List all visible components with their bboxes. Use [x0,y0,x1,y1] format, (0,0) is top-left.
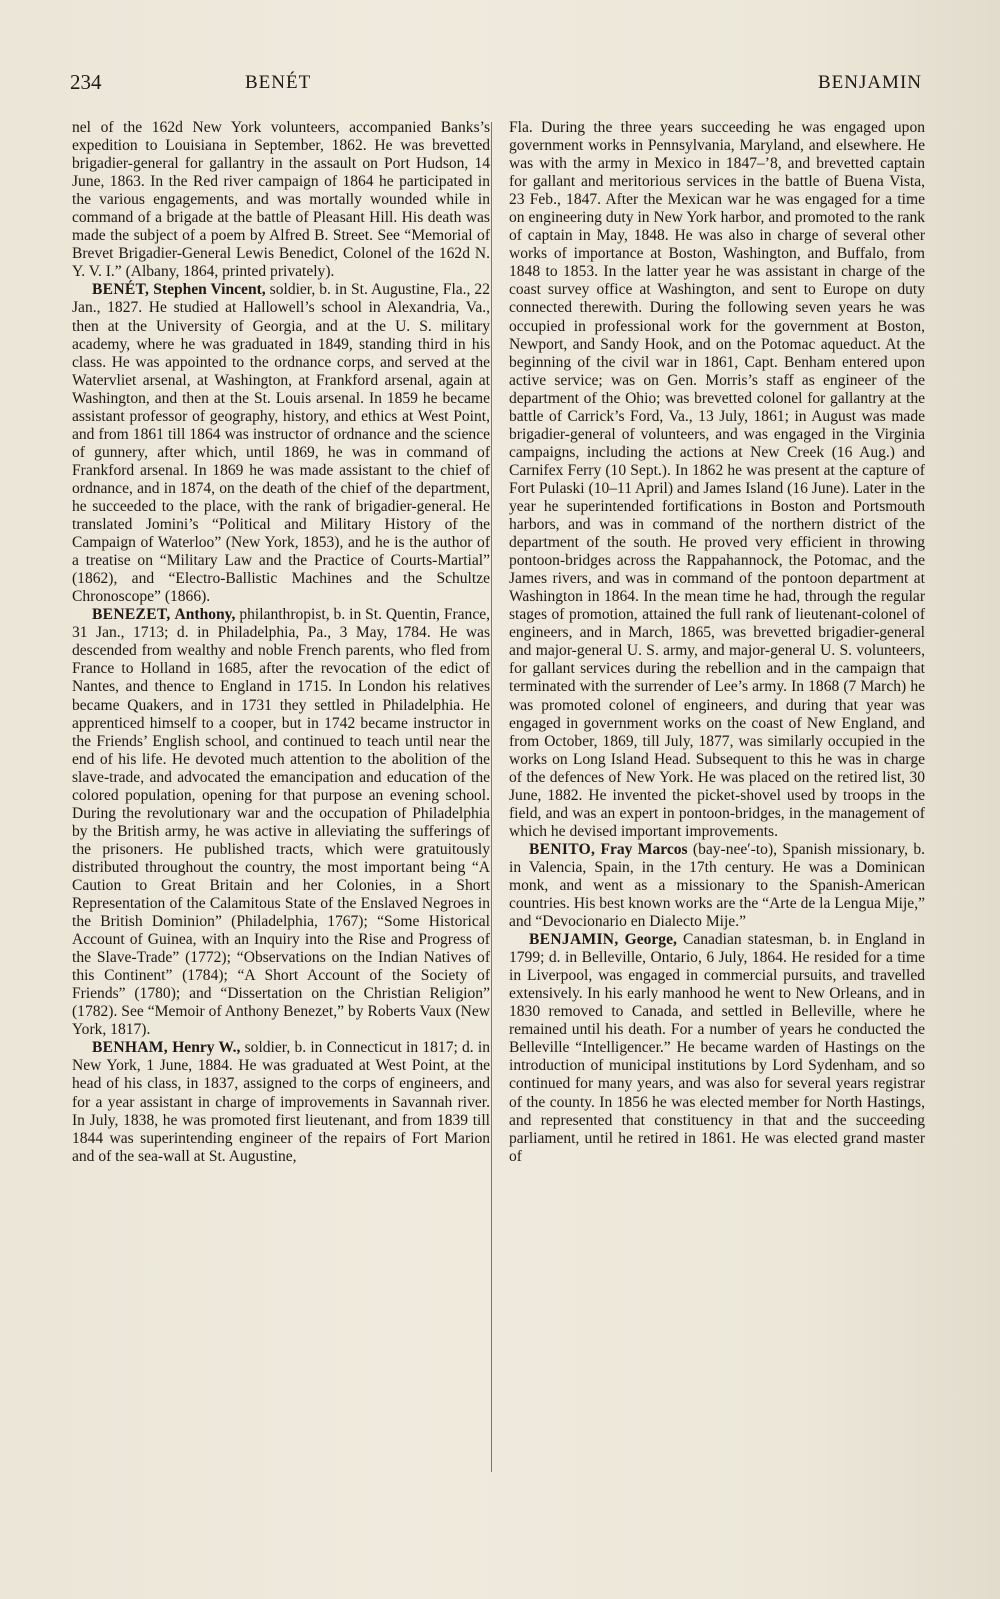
entry-text: soldier, b. in St. Augustine, Fla., 22 Jan., 1827. He studied at Hallowell’s school in Alexandria, Va., then at the University of Georgia, and at the U. S. military academy, where he was graduated in 1849, standing third in his class. He was appointed to the ordnance corps, and served at the Watervliet arsenal, at Washington, at Frankford arsenal, again at Washington, and then at the St. Louis arsenal. In 1859 he became assistant professor of geography, history, and ethics at West Point, and from 1861 till 1864 was instructor of ordnance and the science of gunnery, after which, until 1869, he was in command of Frankford arsenal. In 1869 he was made assistant to the chief of ordnance, and in 1874, on the death of the chief of the department, he succeeded to the place, with the rank of brigadier-general. He translated Jomini’s “Political and Military History of the Campaign of Waterloo” (New York, 1853), and he is the author of a treatise on “Military Law and the Practice of Courts-Martial” (1862), and “Electro-Ballistic Machines and the Schultze Chronoscope” (1866). [72,281,490,606]
entry-benham [72,1039,490,1165]
entry-headword: BENÉT, [92,281,150,299]
entry-text: philanthropist, b. in St. Quentin, France, 31 Jan., 1713; d. in Philadelphia, Pa., 3 May, 1784. He was descended from wealthy and noble French parents, who fled from France to Holland in 1685, after the revocation of the edict of Nantes, and thence to England in 1715. In London his relatives became Quakers, and in 1731 they settled in Philadelphia. He apprenticed himself to a cooper, but in 1742 became instructor in the Friends’ English school, and continued to teach until near the end of his life. He devoted much attention to the abolition of the slave-trade, and advocated the emancipation and education of the colored population, opening for that purpose an evening school. During the revolutionary war and the occupation of Philadelphia by the British army, he was active in alleviating the sufferings of the prisoners. He published tracts, which were gratuitously distributed throughout the country, the most important being “A Caution to Great Britain and her Colonies, in a Short Representation of the Calamitous State of the Enslaved Negroes in the British Dominion” (Philadelphia, 1767); “Some Historical Account of Guinea, with an Inquiry into the Rise and Progress of the Slave-Trade” (1772); “Observations on the Indian Natives of this Continent” (1784); “A Short Account of the Society of Friends” (1780); and “Dissertation on the Christian Religion” (1782). See “Memoir of Anthony Benezet,” by Roberts Vaux (New York, 1817). [72,606,491,1039]
entry-text: Canadian statesman, b. in England in 1799; d. in Belleville, Ontario, 6 July, 1864. He resided for a time in Liverpool, was engaged in commercial pursuits, and travelled extensively. In his early manhood he went to New Orleans, and in 1830 removed to Canada, and settled in Belleville, where he remained until his death. For a number of years he conducted the Belleville “Intelligencer.” He became warden of Hastings on the introduction of municipal institutions by Lord Sydenham, and so continued for many years, and was also for several years registrar of the county. In 1856 he was elected member for North Hastings, and represented that constituency in that and the succeeding parliament, until he retired in 1861. He was elected grand master of [509,931,926,1165]
entry-name: Stephen Vincent, [153,281,266,299]
right-column [509,119,925,1166]
entry-name: Henry W., [172,1039,241,1057]
entry-name: George, [624,931,677,949]
entry-headword: BENITO, [529,840,596,858]
left-column [72,119,490,1166]
continued-paragraph: nel of the 162d New York volunteers, accompanied Banks’s expedition to Louisiana in September, 1862. He was brevetted brigadier-general for gallantry in the assault on Port Hudson, 14 June, 1863. In the Red river campaign of 1864 he participated in the various engagements, and was mortally wounded while in command of a brigade at the battle of Pleasant Hill. His death was made the subject of a poem by Alfred B. Street. See “Memorial of Brevet Brigadier-General Lewis Benedict, Colonel of the 162d N. Y. V. I.” (Albany, 1864, printed privately). [72,119,490,281]
entry-benezet [72,606,490,1039]
entry-text: soldier, b. in Connecticut in 1817; d. in New York, 1 June, 1884. He was graduated at West Point, at the head of his class, in 1837, assigned to the corps of engineers, and for a year assistant in charge of improvements in Savannah river. In July, 1838, he was promoted first lieutenant, and from 1839 till 1844 was superintending engineer of the repairs of Fort Marion and of the sea-wall at St. Augustine, [72,1039,491,1165]
entry-name: Anthony, [174,606,236,624]
entry-benjamin [509,931,925,1166]
page-header [70,70,922,100]
continued-paragraph: Fla. During the three years succeeding he was engaged upon government works in Pennsylvania, Maryland, and elsewhere. He was with the army in Mexico in 1847–’8, and brevetted captain for gallant and meritorious services in the battle of Buena Vista, 23 Feb., 1847. After the Mexican war he was engaged for a time on engineering duty in New York harbor, and promoted to the rank of captain in May, 1848. He was also in charge of several other works of importance at Boston, Washington, and Buffalo, from 1848 to 1853. In the latter year he was assistant in charge of the coast survey office at Washington, and sent to Europe on duty connected therewith. During the following seven years he was occupied in professional work for the government at Boston, Newport, and Sandy Hook, and on the Potomac aqueduct. At the beginning of the civil war in 1861, Capt. Benham entered upon active service; was on Gen. Morris’s staff as engineer of the department of the Ohio; was brevetted colonel for gallantry at the battle of Carrick’s Ford, Va., 13 July, 1861; in August was made brigadier-general of volunteers, and was engaged in the Virginia campaigns, including the actions at New Creek (16 Aug.) and Carnifex Ferry (10 Sept.). In 1862 he was present at the capture of Fort Pulaski (10–11 April) and James Island (16 June). Later in the year he superintended fortifications in Boston and Portsmouth harbors, and was in command of the northern district of the department of the south. He proved very efficient in throwing pontoon-bridges across the Rappahannock, the Potomac, and the James rivers, and was in command of the pontoon department at Washington in 1864. In the mean time he had, through the regular stages of promotion, attained the full rank of lieutenant-colonel of engineers, and in March, 1865, was brevetted brigadier-general and major-general U. S. army, and major-general U. S. volunteers, for gallant services during the rebellion and in the campaign that terminated with the surrender of Lee’s army. In 1868 (7 March) he was promoted colonel of engineers, and during that year was engaged in government works on the coast of New England, and from October, 1869, till July, 1877, was similarly occupied in the works on Long Island Head. Subsequent to this he was in charge of the defences of New York. He was placed on the retired list, 30 June, 1882. He invented the picket-shovel used by troops in the field, and was an expert in pontoon-bridges, in the management of which he devised important improvements. [509,119,925,840]
column-divider [491,122,492,1472]
page-number: 234 [70,70,102,94]
entry-headword: BENEZET, [92,606,171,624]
entry-benet [72,281,490,606]
entry-benito [509,841,925,931]
entry-headword: BENHAM, [92,1039,168,1057]
entry-headword: BENJAMIN, [529,931,619,949]
left-running-head: BENÉT [245,72,312,93]
right-running-head: BENJAMIN [817,72,922,93]
entry-name: Fray Marcos [600,840,688,858]
entry-text: (bay-nee′-to), Spanish missionary, b. in Valencia, Spain, in the 17th century. He was a Dominican monk, and went as a missionary to the Spanish-American countries. His best known works are the “Arte de la Lengua Mije,” and “Devocionario en Dialecto Mije.” [509,840,925,931]
